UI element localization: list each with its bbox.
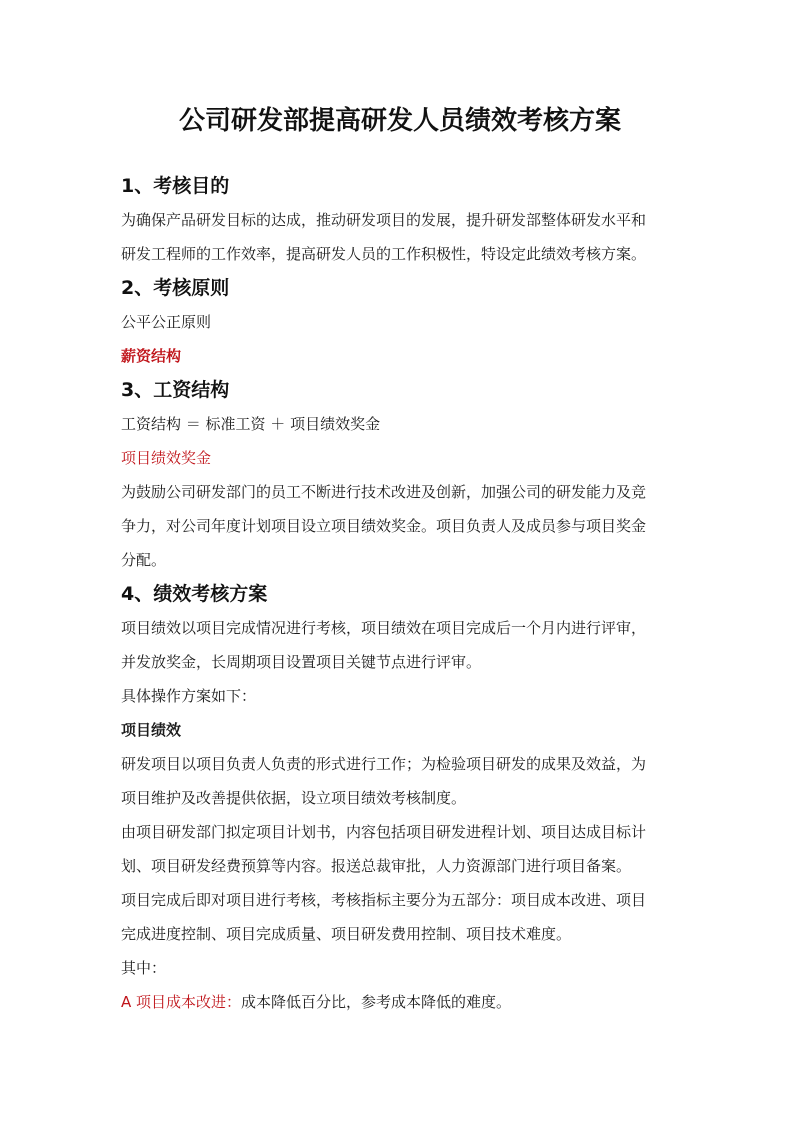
section-heading-purpose: 1、考核目的: [121, 175, 230, 197]
paragraph-assessment-line1: 项目完成后即对项目进行考核，考核指标主要分为五部分：项目成本改进、项目: [121, 891, 647, 909]
paragraph-purpose-line2: 研发工程师的工作效率，提高研发人员的工作积极性，特设定此绩效考核方案。: [121, 245, 647, 263]
paragraph-bonus-line3: 分配。: [121, 551, 167, 569]
paragraph-plan-book-line2: 划、项目研发经费预算等内容。报送总裁审批，人力资源部门进行项目备案。: [121, 857, 632, 875]
paragraph-bonus-line2: 争力，对公司年度计划项目设立项目绩效奖金。项目负责人及成员参与项目奖金: [121, 517, 647, 535]
document-title: 公司研发部提高研发人员绩效考核方案: [178, 106, 621, 136]
paragraph-assessment-line2: 完成进度控制、项目完成质量、项目研发费用控制、项目技术难度。: [121, 925, 572, 943]
item-a-cost-improvement: [121, 985, 691, 1019]
section-heading-plan: 4、绩效考核方案: [121, 583, 268, 605]
paragraph-purpose-line1: 为确保产品研发目标的达成，推动研发项目的发展，提升研发部整体研发水平和: [121, 211, 647, 229]
paragraph-plan-line1: 项目绩效以项目完成情况进行考核，项目绩效在项目完成后一个月内进行评审，: [121, 619, 647, 637]
paragraph-plan-intro: 具体操作方案如下：: [121, 687, 257, 705]
section-heading-salary: 3、工资结构: [121, 379, 230, 401]
item-a-label: A 项目成本改进：: [121, 993, 242, 1011]
paragraph-principle: 公平公正原则: [121, 313, 212, 331]
document-body: [121, 172, 691, 1019]
red-label-project-bonus: 项目绩效奖金: [121, 449, 212, 467]
paragraph-plan-book-line1: 由项目研发部门拟定项目计划书，内容包括项目研发进程计划、项目达成目标计: [121, 823, 647, 841]
paragraph-bonus-line1: 为鼓励公司研发部门的员工不断进行技术改进及创新，加强公司的研发能力及竞: [121, 483, 647, 501]
paragraph-project-line1: 研发项目以项目负责人负责的形式进行工作；为检验项目研发的成果及效益，为: [121, 755, 647, 773]
paragraph-project-line2: 项目维护及改善提供依据，设立项目绩效考核制度。: [121, 789, 467, 807]
red-label-salary-structure: 薪资结构: [121, 347, 182, 365]
salary-formula: 工资结构 ＝ 标准工资 ＋ 项目绩效奖金: [121, 415, 381, 433]
item-a-text: 成本降低百分比，参考成本降低的难度。: [241, 993, 512, 1011]
paragraph-plan-line2: 并发放奖金，长周期项目设置项目关键节点进行评审。: [121, 653, 482, 671]
sub-heading-project-performance: 项目绩效: [121, 721, 182, 739]
section-heading-principle: 2、考核原则: [121, 277, 230, 299]
paragraph-among: 其中：: [121, 959, 167, 977]
